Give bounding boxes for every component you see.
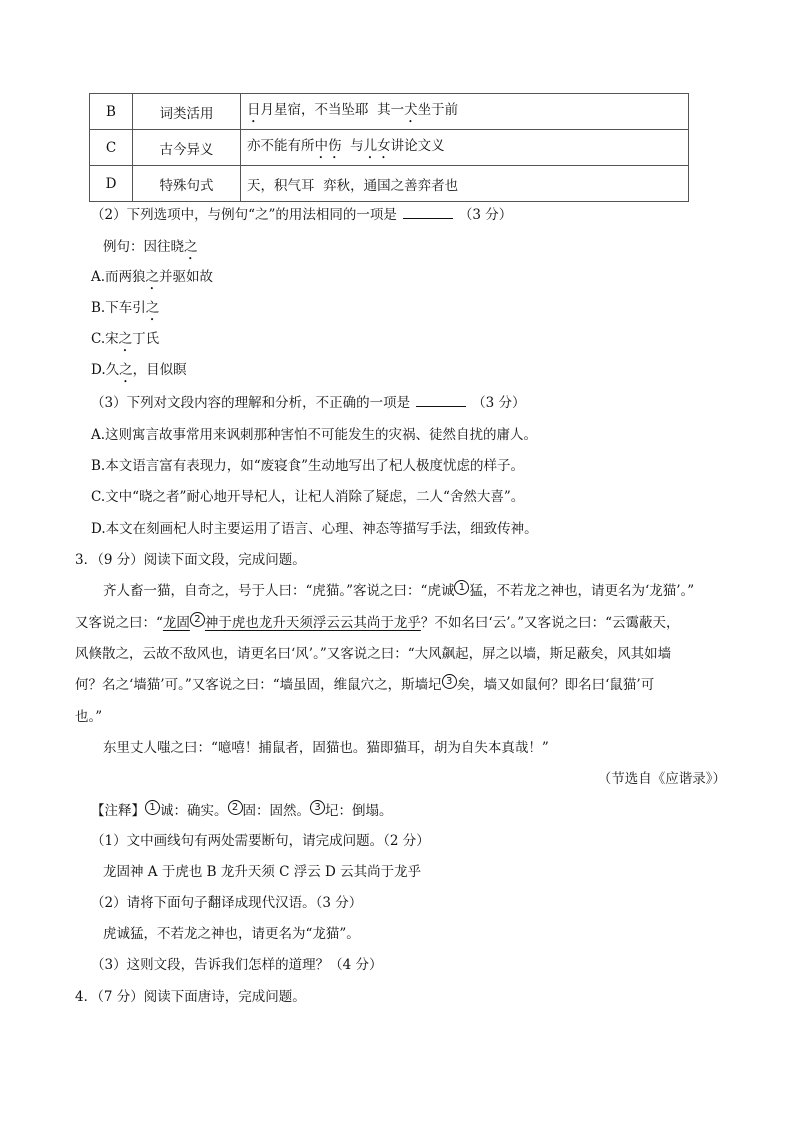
sub-question-2: （2）请将下面句子翻译成现代汉语。（3 分）	[91, 895, 363, 911]
passage-text: 又客说之曰：“	[75, 615, 163, 631]
example-text: 坐于前	[417, 101, 459, 118]
emphasis-char: 犬	[404, 101, 418, 118]
q3-option-c: C.文中“晓之者”耐心地开导杞人，让杞人消除了疑虑，二人“舍然大喜”。	[91, 489, 525, 505]
passage-source: （节选自《应谐录》）	[597, 771, 726, 787]
q3-score: （3 分）	[472, 395, 526, 411]
option-letter: B	[90, 94, 133, 130]
example-text: 天，积气耳	[247, 177, 315, 194]
q2-option-b	[91, 297, 159, 324]
passage-line	[103, 580, 694, 602]
option-category: 特殊句式	[133, 166, 241, 202]
sub-question-2-line: 虎诚猛，不若龙之神也，请更名为“龙猫”。	[103, 926, 360, 942]
q3-prompt-text: （3）下列对文段内容的理解和分析，不正确的一项是	[91, 395, 411, 411]
note-marker-3: 3	[310, 800, 325, 815]
example-text: 与	[350, 137, 364, 154]
note-text: 圮：倒塌。	[325, 803, 393, 819]
emphasis-char: 之	[119, 362, 133, 378]
note-marker-2: 2	[190, 612, 205, 627]
option-text: B.下车引	[91, 300, 146, 316]
example-text: 亦不能有所	[247, 137, 315, 154]
passage-line	[75, 674, 654, 696]
passage-text: 神于虎也龙升天须浮云云其尚于龙乎	[204, 615, 421, 631]
q2-prompt	[91, 204, 512, 226]
option-letter: D	[90, 166, 133, 202]
section-4-heading: 4．（7 分）阅读下面唐诗，完成问题。	[75, 989, 306, 1005]
table-row	[90, 166, 689, 202]
sub-question-1: （1）文中画线句有两处需要断句，请完成问题。（2 分）	[91, 833, 430, 849]
q2-option-a	[91, 266, 213, 293]
option-category: 古今异义	[133, 130, 241, 166]
passage-line: 风倏散之，云故不敌风也，请更名曰‘风’。”又客说之曰：“大风飙起，屏之以墙，斯足蔽矣，风其如墙	[75, 646, 672, 662]
option-text: D.久	[91, 362, 120, 378]
q2-score: （3 分）	[458, 207, 513, 223]
passage-paragraph-2: 东里丈人嗤之曰：“噫嘻！捕鼠者，固猫也。猫即猫耳，胡为自失本真哉！”	[103, 740, 549, 756]
underlined-sentence	[163, 615, 421, 631]
option-text: A.而两狼	[91, 269, 146, 285]
emphasis-char: 之	[145, 269, 160, 285]
passage-text: 何？名之‘墙猫’可。”又客说之曰：“墙虽固，维鼠穴之，斯墙圮	[75, 677, 442, 693]
passage-text: 齐人畜一猫，自奇之，号于人曰：“虎猫。”客说之曰：“虎诚	[103, 583, 455, 599]
q3-prompt	[91, 392, 525, 414]
passage-line	[75, 612, 680, 634]
example-text: 其一	[377, 101, 405, 118]
option-letter: C	[90, 130, 133, 166]
section-3-heading: 3．（9 分）阅读下面文段，完成问题。	[75, 552, 306, 568]
example-text: 讲论文义	[390, 137, 445, 154]
note-marker-1: 1	[454, 580, 469, 595]
sub-question-3: （3）这则文段，告诉我们怎样的道理？（4 分）	[91, 957, 383, 973]
note-marker-3: 3	[442, 674, 457, 689]
note-text: 固：固然。	[242, 803, 310, 819]
emphasis-char: 之	[145, 300, 160, 316]
note-label: 【注释】	[91, 803, 145, 819]
annotation-notes	[91, 800, 393, 822]
table-row	[90, 94, 689, 130]
example-text: 例句：因往晓	[103, 239, 184, 255]
emphasis-char: 之	[118, 331, 133, 347]
option-text: ，目似瞑	[132, 362, 187, 378]
example-text: 月星宿，不当坠耶	[260, 101, 369, 118]
answer-blank[interactable]	[403, 204, 453, 219]
emphasis-char: 儿女	[363, 137, 391, 154]
sub-question-1-line: 龙固神 A 于虎也 B 龙升天须 C 浮云 D 云其尚于龙乎	[103, 864, 422, 880]
option-category: 词类活用	[133, 94, 241, 130]
q3-option-a: A.这则寓言故事常用来讽刺那种害怕不可能发生的灾祸、徒然自扰的庸人。	[91, 427, 538, 443]
q2-example	[103, 236, 198, 263]
option-text: 丁氏	[132, 331, 160, 347]
q2-option-c	[91, 328, 159, 355]
option-examples	[241, 166, 689, 202]
q3-option-d: D.本文在刻画杞人时主要运用了语言、心理、神态等描写手法，细致传神。	[91, 521, 538, 537]
passage-text: 矣，墙又如鼠何？即名曰‘鼠猫’可	[456, 677, 655, 693]
emphasis-char: 中伤	[314, 137, 342, 154]
options-table	[89, 93, 689, 202]
emphasis-char: 之	[184, 239, 198, 255]
passage-text: ？不如名曰‘云’。”又客说之曰：“云霭蔽天，	[420, 615, 680, 631]
emphasis-char: 日	[247, 101, 261, 118]
note-marker-2: 2	[228, 800, 243, 815]
option-examples	[241, 130, 689, 166]
passage-text: 猛，不若龙之神也，请更名为‘龙猫’。”	[469, 583, 695, 599]
note-marker-1: 1	[145, 800, 160, 815]
example-text: 弈秋，通国之善弈者也	[323, 177, 459, 194]
q3-option-b: B.本文语言富有表现力，如“废寝食”生动地写出了杞人极度忧虑的样子。	[91, 458, 525, 474]
q2-prompt-text: （2）下列选项中，与例句“之”的用法相同的一项是	[91, 207, 397, 223]
answer-blank[interactable]	[416, 392, 466, 407]
passage-text: 龙固	[162, 615, 190, 631]
note-text: 诚：确实。	[160, 803, 228, 819]
option-text: 并驱如故	[159, 269, 214, 285]
q2-option-d	[91, 359, 187, 386]
option-examples	[241, 94, 689, 130]
passage-line: 也。”	[75, 709, 103, 725]
option-text: C.宋	[91, 331, 119, 347]
table-row	[90, 130, 689, 166]
